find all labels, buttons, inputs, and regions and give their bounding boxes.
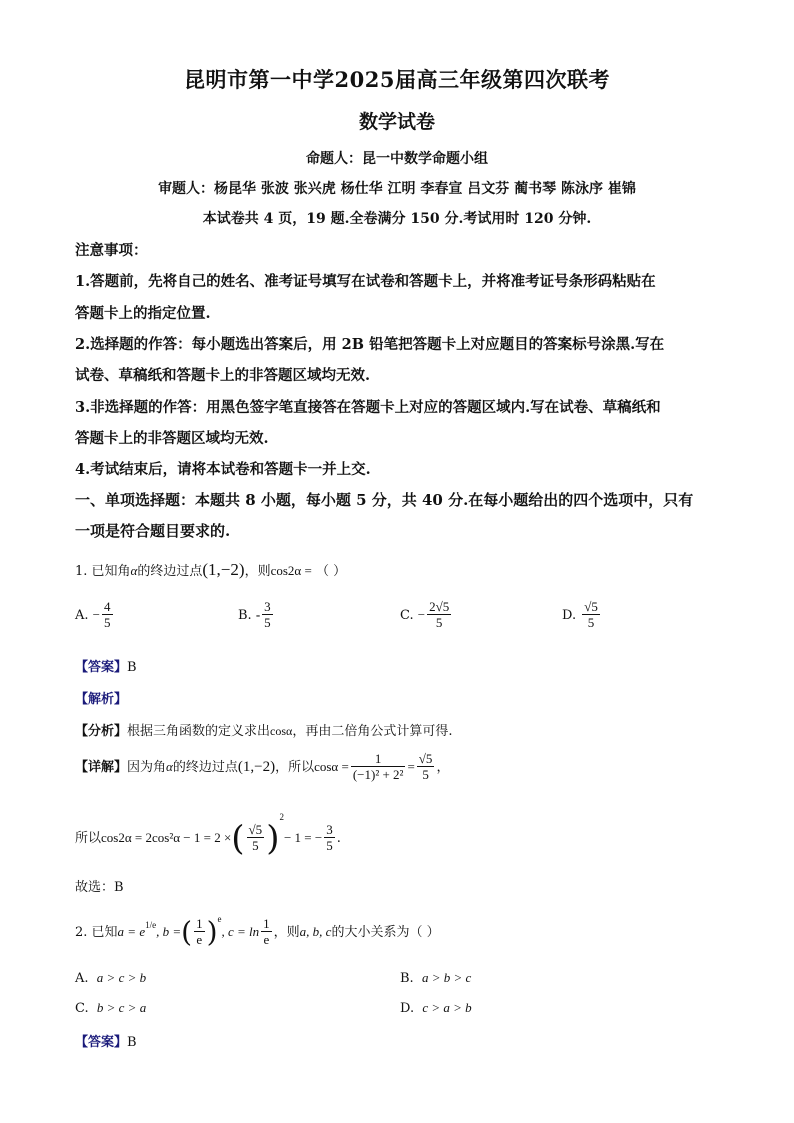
q2-stem-part: ，则 [273, 925, 300, 940]
setter-line: 命题人：昆一中数学命题小组 [306, 151, 488, 167]
option-fraction [102, 600, 113, 631]
q2-option-d [400, 1000, 472, 1016]
notes-heading: 注意事项： [75, 242, 148, 259]
option-letter: B. [400, 971, 414, 986]
reviewers-line: 审题人：杨昆华 张波 张兴虎 杨仕华 江明 李春宣 吕文芬 蔺书琴 陈泳序 崔锦 [158, 181, 636, 197]
detail-expr: − 1 = − [283, 830, 323, 845]
frac-num: √5 [248, 822, 263, 838]
q1-detail-line2 [75, 812, 341, 859]
note-4: 4.考试结束后，请将本试卷和答题卡一并上交. [75, 461, 371, 478]
q2-c-expr: , c = ln [221, 924, 260, 939]
q1-fenxi [75, 720, 452, 739]
q2-stem [75, 914, 440, 948]
frac-den: (−1)² + 2² [352, 767, 404, 783]
exam-subject: 数学试卷 [358, 111, 435, 133]
q1-conclusion: 故选：B [75, 880, 124, 895]
left-paren: ( [181, 915, 193, 949]
option-letter: B. [238, 607, 252, 623]
answer-label: 【答案】 [75, 1035, 128, 1050]
option-letter: C. [75, 1001, 89, 1016]
q2-stem-part: 2. 已知 [75, 925, 118, 940]
answer-label: 【答案】 [75, 660, 128, 675]
q1-option-c [400, 600, 453, 631]
q1-stem [75, 560, 346, 580]
q2-a-expr: a = e [117, 924, 146, 939]
q1-option-d [562, 600, 602, 631]
answer-value: B [127, 1035, 137, 1050]
note-3b: 答题卡上的非答题区域均无效. [75, 430, 269, 447]
frac-den: 5 [264, 615, 271, 631]
option-fraction [427, 600, 451, 631]
detail-text: 所以 [75, 831, 102, 846]
option-sign: − [417, 606, 426, 622]
detail-label: 【详解】 [75, 759, 128, 775]
detail-eq: = [407, 758, 415, 774]
q1-detail-line1 [75, 752, 449, 783]
q2-option-b [400, 970, 471, 986]
detail-result-fraction [417, 752, 435, 783]
frac-den: e [263, 932, 270, 948]
q1-stem-part: （ ） [315, 564, 347, 579]
detail-text: 因为角 [127, 759, 167, 775]
q2-vars: a, b, c [299, 924, 332, 939]
note-3a: 3.非选择题的作答：用黑色签字笔直接答在答题卡上对应的答题区域内.写在试卷、草稿纸和 [75, 399, 661, 416]
option-text: a > c > b [96, 970, 147, 985]
option-letter: A. [75, 607, 89, 623]
frac-den: 5 [435, 615, 443, 631]
frac-den: 5 [587, 615, 595, 631]
frac-den: 5 [326, 838, 333, 854]
fenxi-text: ，再由二倍角公式计算可得. [292, 724, 453, 739]
option-sign: − [92, 606, 101, 622]
frac-num: 4 [104, 599, 111, 614]
q2-b-expr: , b = [156, 924, 182, 939]
right-paren: ) [266, 818, 280, 859]
detail-cos: cosα = [314, 758, 349, 774]
frac-num: 1 [263, 916, 270, 932]
note-2a: 2.选择题的作答：每小题选出答案后，用 2B 铅笔把答题卡上对应题目的答案标号涂黑.写在 [75, 336, 665, 353]
note-1b: 答题卡上的指定位置. [75, 305, 211, 322]
option-text: c > a > b [422, 1000, 472, 1015]
q1-stem-part: ，则 [244, 564, 271, 579]
q2-option-c [75, 1000, 146, 1016]
q2-stem-part: 的大小关系为（ ） [331, 925, 440, 940]
q1-alpha: α [130, 563, 138, 578]
detail-result-fraction [324, 823, 335, 854]
detail-fraction [351, 752, 406, 783]
detail-point: (1,−2) [237, 758, 276, 775]
fenxi-text: 根据三角函数的定义求出 [127, 724, 271, 739]
option-fraction [262, 600, 273, 631]
q2-option-a [75, 970, 146, 986]
square-exponent: 2 [279, 812, 284, 822]
analysis-label: 【解析】 [75, 692, 128, 707]
q1-stem-part: 1. 已知角 [75, 564, 131, 579]
option-letter: A. [75, 971, 89, 986]
note-1a: 1.答题前，先将自己的姓名、准考证号填写在试卷和答题卡上，并将准考证号条形码粘贴在 [75, 273, 656, 290]
option-sign: - [255, 606, 261, 622]
frac-num: 1 [351, 752, 406, 767]
frac-den: e [196, 932, 203, 948]
frac-num: 3 [326, 822, 333, 838]
detail-fraction [247, 823, 265, 854]
fenxi-expr: cosα [270, 724, 293, 738]
note-2b: 试卷、草稿纸和答题卡上的非答题区域均无效. [75, 367, 371, 384]
option-letter: D. [400, 1001, 415, 1016]
option-letter: C. [400, 607, 414, 623]
section1-heading-a: 一、单项选择题：本题共 8 小题，每小题 5 分，共 40 分.在每小题给出的四个选项中，只有 [75, 491, 694, 509]
frac-num: 1 [196, 916, 203, 932]
detail-text: . [336, 831, 341, 846]
detail-text: ，所以 [275, 759, 315, 775]
q2-b-exponent: e [217, 914, 222, 924]
frac-num: √5 [418, 751, 433, 766]
fenxi-label: 【分析】 [75, 724, 128, 739]
q1-expr: cos2α = [270, 563, 312, 578]
exam-title: 昆明市第一中学2025届高三年级第四次联考 [184, 67, 610, 92]
frac-num: √5 [584, 599, 598, 614]
q1-option-a [75, 600, 115, 631]
option-text: a > b > c [421, 970, 472, 985]
q2-b-fraction [194, 917, 205, 948]
q1-answer [75, 656, 137, 675]
option-letter: D. [562, 607, 577, 623]
frac-den: 5 [104, 615, 111, 631]
option-fraction [582, 600, 600, 631]
q1-stem-part: 的终边过点 [137, 564, 203, 579]
q2-c-fraction [261, 917, 272, 948]
detail-text: ， [436, 759, 450, 775]
detail-text: 的终边过点 [172, 759, 238, 775]
right-paren: ) [206, 915, 218, 949]
q1-point: (1,−2) [202, 560, 245, 579]
frac-den: 5 [422, 767, 429, 783]
q2-a-exponent: 1/e [145, 920, 157, 930]
q1-analysis-label [75, 688, 127, 707]
answer-value: B [127, 660, 137, 675]
option-text: b > c > a [96, 1000, 147, 1015]
exam-info: 本试卷共 4 页，19 题.全卷满分 150 分.考试用时 120 分钟. [202, 211, 592, 227]
frac-num: 3 [264, 599, 271, 614]
frac-num: 2√5 [429, 599, 450, 614]
detail-expr: cos2α = 2cos²α − 1 = 2 × [101, 830, 232, 845]
frac-den: 5 [252, 838, 259, 854]
left-paren: ( [231, 818, 245, 859]
q2-answer [75, 1031, 137, 1050]
section1-heading-b: 一项是符合题目要求的. [75, 522, 231, 540]
detail-alpha: α [166, 758, 173, 774]
q1-option-b [238, 600, 275, 631]
